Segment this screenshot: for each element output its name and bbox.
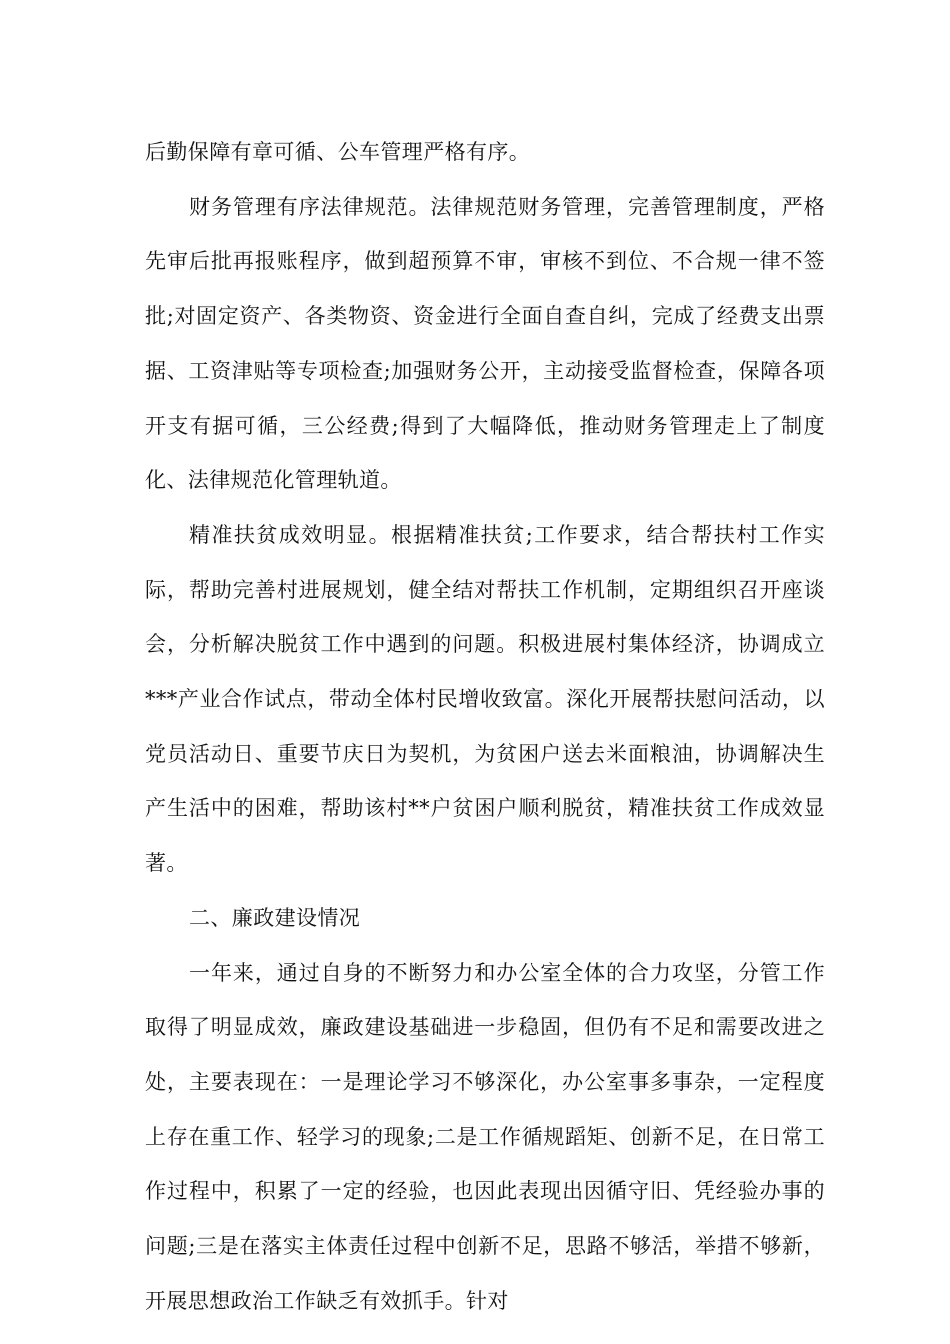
paragraph-poverty-alleviation: 精准扶贫成效明显。根据精准扶贫;工作要求，结合帮扶村工作实际，帮助完善村进展规划，健全结对帮扶工作机制，定期组织召开座谈会，分析解决脱贫工作中遇到的问题。积极进展村集体经济，协调成立***产业合作试点，带动全体村民增收致富。深化开展帮扶慰问活动，以党员活动日、重要节庆日为契机，为贫困户送去米面粮油，协调解决生产生活中的困难，帮助该村**户贫困户顺利脱贫，精准扶贫工作成效显著。 [145,522,825,876]
section-heading: 二、廉政建设情况 [189,905,361,930]
paragraph-continuation: 后勤保障有章可循、公车管理严格有序。 [145,140,531,164]
paragraph-integrity: 一年来，通过自身的不断努力和办公室全体的合力攻坚，分管工作取得了明显成效，廉政建设基础进一步稳固，但仍有不足和需要改进之处，主要表现在：一是理论学习不够深化，办公室事多事杂，一定程度上存在重工作、轻学习的现象;二是工作循规蹈矩、创新不足，在日常工作过程中，积累了一定的经验，也因此表现出因循守旧、凭经验办事的问题;三是在落实主体责任过程中创新不足，思路不够活，举措不够新，开展思想政治工作缺乏有效抓手。针对 [145,960,825,1313]
paragraph-finance: 财务管理有序法律规范。法律规范财务管理，完善管理制度，严格先审后批再报账程序，做到超预算不审，审核不到位、不合规一律不签批;对固定资产、各类物资、资金进行全面自查自纠，完成了经费支出票据、工资津贴等专项检查;加强财务公开，主动接受监督检查，保障各项开支有据可循，三公经费;得到了大幅降低，推动财务管理走上了制度化、法律规范化管理轨道。 [145,194,825,493]
document-body [145,125,825,1328]
